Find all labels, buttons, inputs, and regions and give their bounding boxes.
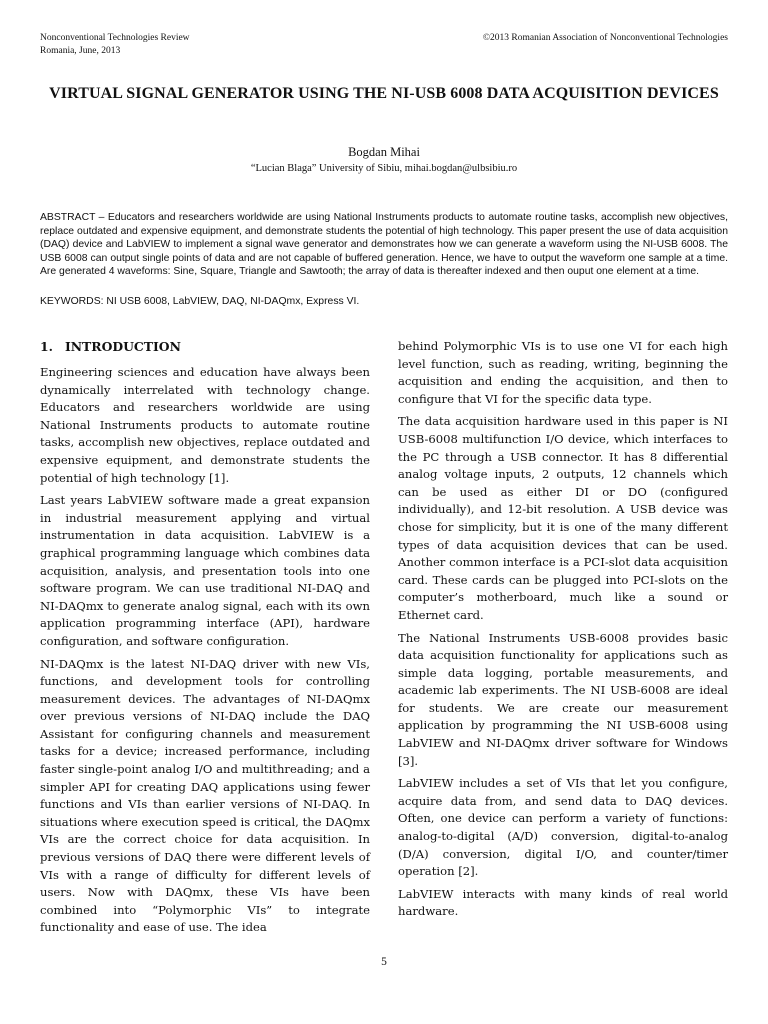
left-column xyxy=(40,338,370,942)
abstract: ABSTRACT – Educators and researchers worldwide are using National Instruments products to automate routine tasks, accomplish new objectives, replace outdated and expensive equipment, and demonstrate students the potential of high technology. This paper present the use of data acquisition (DAQ) device and LabVIEW to implement a signal wave generator and demonstrates how we can generate a waveform using the NI-USB 6008. The USB 6008 can output single points of data and are not capable of buffered generation. Hence, we have to output the waveform one sample at a time. Are generated 4 waveforms: Sine, Square, Triangle and Sawtooth; the array of data is thereafter indexed and then ouput one element at a time. xyxy=(40,212,728,277)
author-affiliation: “Lucian Blaga” University of Sibiu, mihai.bogdan@ulbsibiu.ro xyxy=(250,163,518,174)
paragraph: Last years LabVIEW software made a great expansion in industrial measurement applying and virtual instrumentation in data acquisition. LabVIEW is a graphical programming language which combines data acquisition, analysis, and presentation tools into one software program. We can use traditional NI-DAQ and NI-DAQmx to generate analog signal, each with its own application programming interface (API), hardware configuration, and software configuration. xyxy=(40,493,370,648)
section-title: INTRODUCTION xyxy=(64,339,181,354)
copyright-notice: ©2013 Romanian Association of Nonconventional Technologies xyxy=(482,33,728,43)
paragraph: LabVIEW includes a set of VIs that let you configure, acquire data from, and send data to DAQ devices. Often, one device can perform a variety of functions: analog-to-digital (A/D) conversion, digital-to-analog (D/A) conversion, digital I/O, and counter/timer operation [2]. xyxy=(398,776,728,879)
paragraph: behind Polymorphic VIs is to use one VI for each high level function, such as reading, writing, beginning the acquisition and ending the acquisition, and then to configure that VI for the specific data type. xyxy=(398,339,728,406)
page-number: 5 xyxy=(381,956,387,968)
paragraph: NI-DAQmx is the latest NI-DAQ driver with new VIs, functions, and development tools for controlling measurement devices. The advantages of NI-DAQmx over previous versions of NI-DAQ include the DAQ Assistant for configuring channels and measurement tasks for a device; increased performance, including faster single-point analog I/O and multithreading; and a simpler API for creating DAQ applications using fewer functions and VIs than earlier versions of NI-DAQ. In situations where execution speed is critical, the DAQmx VIs are the correct choice for data acquisition. In previous versions of DAQ there were different levels of VIs with a range of difficulty for different levels of users. Now with DAQmx, these VIs have been combined into “Polymorphic VIs” to integrate functionality and ease of use. The idea xyxy=(40,656,370,935)
paragraph: The data acquisition hardware used in this paper is NI USB-6008 multifunction I/O device, which interfaces to the PC through a USB connector. It has 8 differential analog voltage inputs, 2 outputs, 12 channels which can be used as either DI or DO (configured individually), and 12-bit resolution. A USB device was chose for simplicity, but it is one of the many different types of data acquisition devices that can be used. Another common interface is a PCI-slot data acquisition card. These cards can be plugged into PCI-slots on the computer’s motherboard, much like a sound or Ethernet card. xyxy=(398,414,728,622)
author-name: Bogdan Mihai xyxy=(348,145,420,159)
paper-title: VIRTUAL SIGNAL GENERATOR USING THE NI-USB 6008 DATA ACQUISITION DEVICES xyxy=(49,85,719,102)
running-header-left xyxy=(40,32,190,57)
paragraph: LabVIEW interacts with many kinds of real world hardware. xyxy=(398,886,728,919)
paragraph: The National Instruments USB-6008 provides basic data acquisition functionality for applications such as simple data logging, portable measurements, and academic lab experiments. The NI USB-6008 are ideal for students. We are create our measurement application by programming the NI USB-6008 using LabVIEW and NI-DAQmx driver software for Windows [3]. xyxy=(398,630,728,768)
section-heading xyxy=(40,338,370,356)
paragraph: Engineering sciences and education have always been dynamically interrelated with technology change. Educators and researchers worldwide are using National Instruments products to automate routine tasks, accomplish new objectives, replace outdated and expensive equipment, and demonstrate students the potential of high technology [1]. xyxy=(40,365,370,485)
right-column xyxy=(398,338,728,926)
location-date: Romania, June, 2013 xyxy=(40,45,121,56)
keywords: KEYWORDS: NI USB 6008, LabVIEW, DAQ, NI-DAQmx, Express VI. xyxy=(40,296,360,307)
journal-name: Nonconventional Technologies Review xyxy=(40,33,190,43)
section-number: 1. xyxy=(40,339,53,354)
